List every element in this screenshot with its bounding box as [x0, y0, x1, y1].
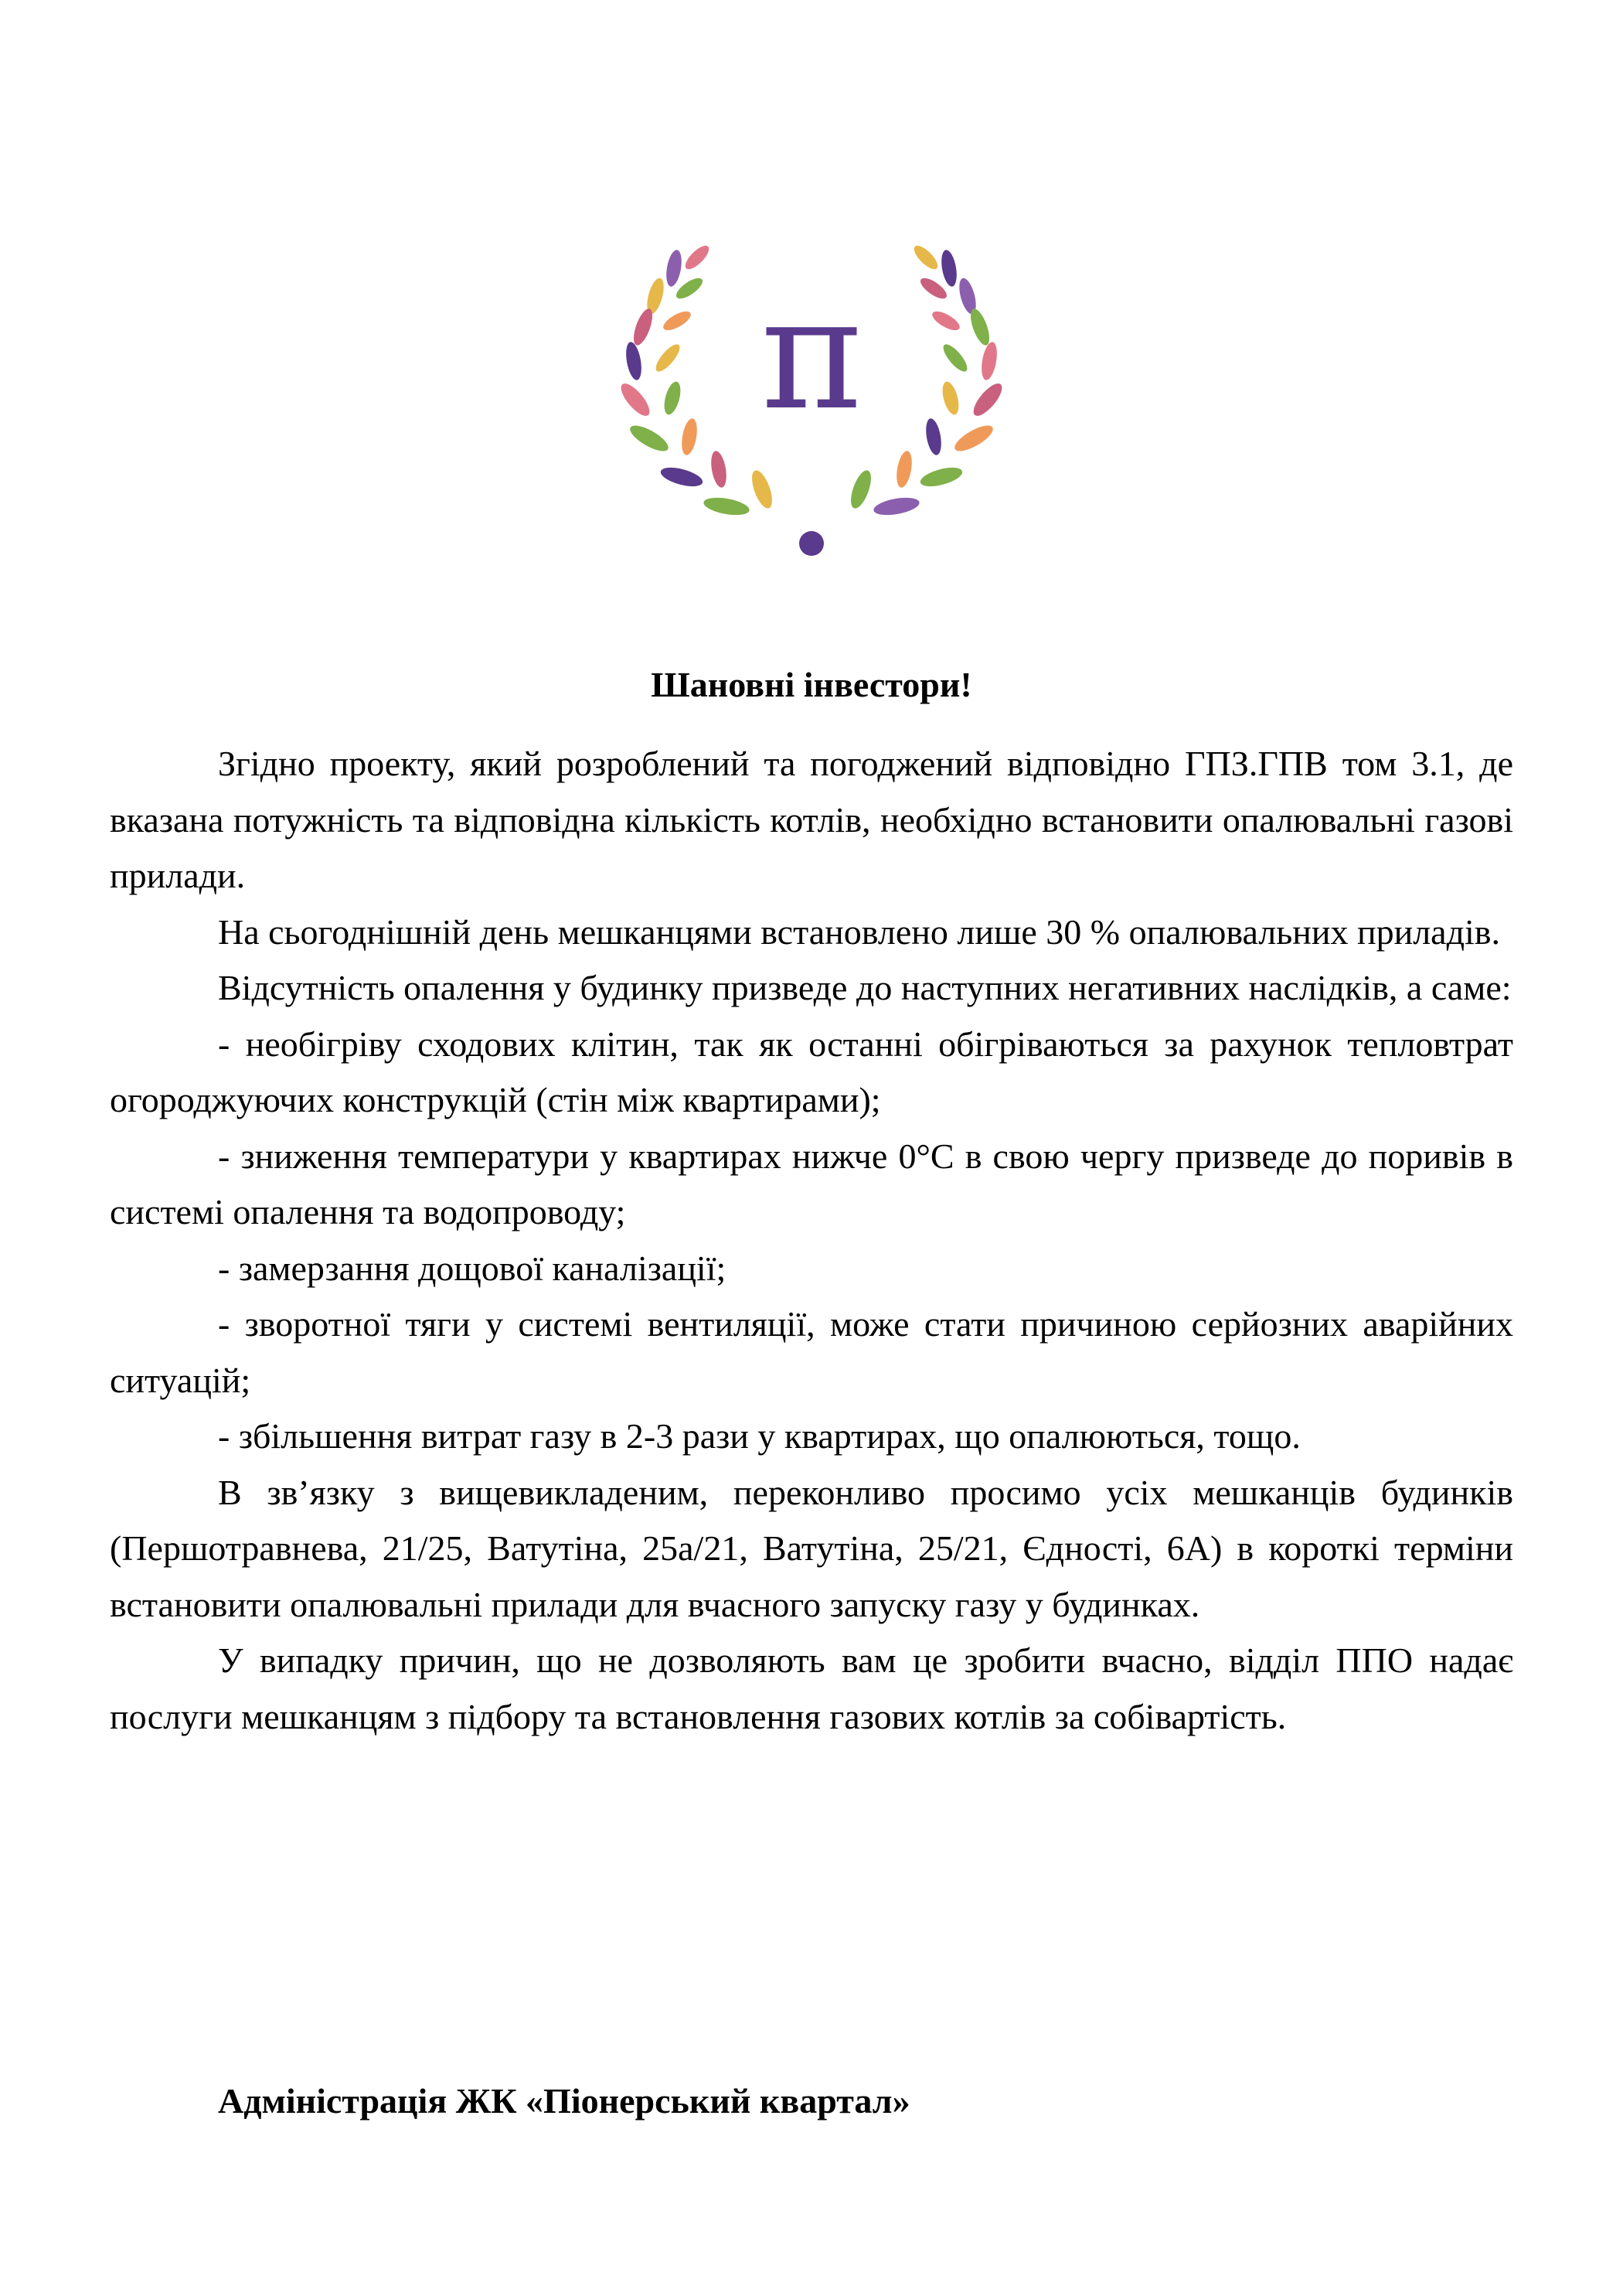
signature: Адміністрація ЖК «Піонерський квартал» [218, 2081, 910, 2121]
paragraph: Відсутність опалення у будинку призведе до наступних негативних наслідків, а саме: [218, 968, 1512, 1007]
logo-bottom-dot [799, 531, 824, 556]
paragraph: Згідно проекту, який розроблений та погоджений відповідно ГПЗ.ГПВ том 3.1, де вказана потужність та відповідна кількість котлів, необхідно встановити опалювальні газові прилади. [110, 744, 1513, 895]
letter-body [110, 736, 1513, 1745]
laurel-right-branch [847, 242, 1007, 518]
list-item: - зниження температури у квартирах нижче 0°С в свою чергу призведе до поривів в системі опалення та водопроводу; [110, 1136, 1513, 1231]
list-item: - збільшення витрат газу в 2-3 рази у квартирах, що опалюються, тощо. [218, 1416, 1301, 1456]
page-heading: Шановні інвестори! [651, 665, 972, 704]
list-item: - необігріву сходових клітин, так як останні обігріваються за рахунок тепловтрат огороджуючих конструкцій (стін між квартирами); [110, 1024, 1513, 1119]
laurel-pi-logo [603, 228, 1020, 584]
list-item: - замерзання дощової каналізації; [218, 1248, 726, 1288]
paragraph: На сьогоднішній день мешканцями встановлено лише 30 % опалювальних приладів. [218, 911, 1500, 952]
pi-symbol: π [760, 264, 863, 445]
list-item: - зворотної тяги у системі вентиляції, може стати причиною серйозних аварійних ситуацій; [110, 1304, 1513, 1400]
paragraph: У випадку причин, що не дозволяють вам це зробити вчасно, відділ ППО надає послуги мешканцям з підбору та встановлення газових котлів за собівартість. [110, 1640, 1513, 1736]
paragraph: В зв’язку з вищевикладеним, переконливо просимо усіх мешканців будинків (Першотравнева, 21/25, Ватутіна, 25а/21, Ватутіна, 25/21, Єдності, 6А) в короткі терміни встановити опалювальні прилади для вчасного запуску газу у будинках. [110, 1472, 1513, 1624]
laurel-left-branch [617, 242, 777, 518]
